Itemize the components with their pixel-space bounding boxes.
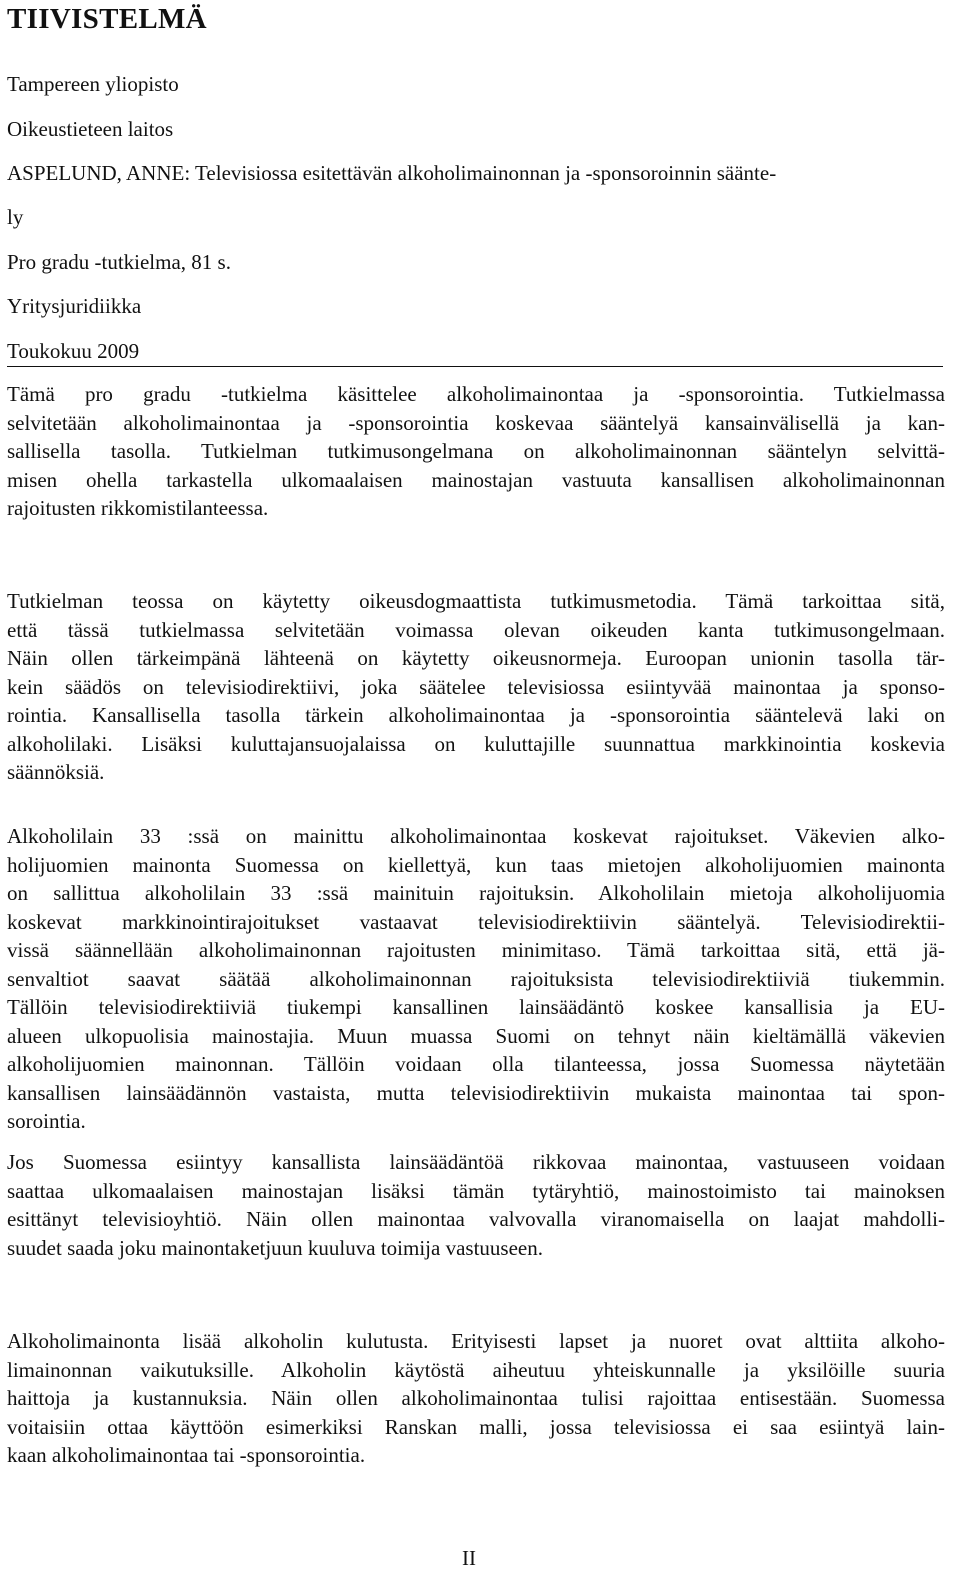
paragraph-line: koskevat markkinointirajoitukset vastaavat televisiodirektiivin sääntelyä. Televisiodirektii- (7, 909, 945, 934)
abstract-paragraph-1 (7, 380, 945, 523)
page-number: II (462, 1546, 476, 1570)
paragraph-line: Tämä pro gradu -tutkielma käsittelee alkoholimainontaa ja -sponsorointia. Tutkielmassa (7, 382, 945, 406)
paragraph-line: misen ohella tarkastella ulkomaalaisen mainostajan vastuuta kansallisen alkoholimainonnan (7, 467, 945, 492)
paragraph-line: Alkoholilain 33 :ssä on mainittu alkoholimainontaa koskevat rajoitukset. Väkevien alko- (7, 824, 945, 848)
paragraph-line: esittänyt televisioyhtiö. Näin ollen mainontaa valvovalla viranomaisella on laajat mahdolli- (7, 1207, 945, 1231)
author-and-title-line-2: ly (7, 205, 24, 229)
abstract-paragraph-4 (7, 1148, 945, 1262)
subject-field: Yritysjuridiikka (7, 294, 142, 318)
paragraph-line: haittoja ja kustannuksia. Näin ollen alkoholimainontaa tulisi rajoittaa entisestään. Suomessa (7, 1386, 945, 1410)
paragraph-line: kansallisen lainsäädännön vastaista, mutta televisiodirektiivin mukaista mainontaa tai spon- (7, 1080, 945, 1105)
paragraph-line: säännöksiä. (7, 760, 105, 784)
paragraph-line: rajoitusten rikkomistilanteessa. (7, 496, 269, 520)
paragraph-line: saattaa ulkomaalaisen mainostajan lisäksi tämän tytäryhtiö, mainostoimisto tai mainoksen (7, 1178, 945, 1203)
paragraph-line: Tutkielman teossa on käytetty oikeusdogmaattista tutkimusmetodia. Tämä tarkoittaa sitä, (7, 589, 945, 613)
abstract-paragraph-3 (7, 822, 945, 1136)
paragraph-line: rointia. Kansallisella tasolla tärkein alkoholimainontaa ja -sponsorointia sääntelevä laki on (7, 703, 945, 727)
paragraph-line: limainonnan vaikutuksille. Alkoholin käytöstä aiheutuu yhteiskunnalle ja yksilöille suuria (7, 1357, 945, 1382)
paragraph-line: Alkoholimainonta lisää alkoholin kulutusta. Erityisesti lapset ja nuoret ovat alttiita alkoho- (7, 1329, 945, 1353)
publication-date: Toukokuu 2009 (7, 339, 140, 363)
paragraph-line: suudet saada joku mainontaketjuun kuuluva toimija vastuuseen. (7, 1235, 543, 1260)
paragraph-line: sallisella tasolla. Tutkielman tutkimusongelmana on alkoholimainonnan sääntelyn selvittä- (7, 439, 945, 463)
paragraph-line: kein säädös on televisiodirektiivi, joka säätelee televisiossa esiintyvää mainontaa ja sponso- (7, 674, 945, 699)
document-title: TIIVISTELMÄ (7, 3, 207, 35)
paragraph-line: että tässä tutkielmassa selvitetään voimassa olevan oikeuden kanta tutkimusongelmaan. (7, 617, 945, 642)
horizontal-divider (7, 366, 943, 367)
paragraph-line: selvitetään alkoholimainontaa ja -sponsorointia koskevaa sääntelyä kansainvälisellä ja kan- (7, 410, 945, 435)
paragraph-line: holijuomien mainonta Suomessa on kiellettyä, kun taas mietojen alkoholijuomien mainonta (7, 852, 945, 877)
abstract-paragraph-5 (7, 1327, 945, 1470)
paragraph-line: senvaltiot saavat säätää alkoholimainonnan rajoituksista televisiodirektiiviä tiukemmin. (7, 966, 945, 991)
university-name: Tampereen yliopisto (7, 72, 179, 96)
paragraph-line: alkoholilaki. Lisäksi kuluttajansuojalaissa on kuluttajille suunnattua markkinointia koskevia (7, 731, 945, 756)
paragraph-line: alkoholijuomien mainonnan. Tällöin voidaan olla tilanteessa, jossa Suomessa näytetään (7, 1052, 945, 1076)
paragraph-line: Näin ollen tärkeimpänä lähteenä on käytetty oikeusnormeja. Euroopan unionin tasolla tär- (7, 646, 945, 670)
paragraph-line: voitaisiin ottaa käyttöön esimerkiksi Ranskan malli, jossa televisiossa ei saa esiintyä lain- (7, 1414, 945, 1439)
thesis-info: Pro gradu -tutkielma, 81 s. (7, 250, 231, 274)
paragraph-line: Tällöin televisiodirektiiviä tiukempi kansallinen lainsäädäntö koskee kansallisia ja EU- (7, 995, 945, 1019)
author-and-title-line-1: ASPELUND, ANNE: Televisiossa esitettävän alkoholimainonnan ja -sponsoroinnin säänte- (7, 161, 777, 185)
abstract-paragraph-2 (7, 587, 945, 787)
paragraph-line: Jos Suomessa esiintyy kansallista lainsäädäntöä rikkovaa mainontaa, vastuuseen voidaan (7, 1150, 945, 1174)
department-name: Oikeustieteen laitos (7, 117, 174, 141)
paragraph-line: alueen ulkopuolisia mainostajia. Muun muassa Suomi on tehnyt näin kieltämällä väkevien (7, 1023, 945, 1048)
paragraph-line: sorointia. (7, 1109, 86, 1133)
paragraph-line: vissä säännellään alkoholimainonnan rajoitusten minimitaso. Tämä tarkoittaa sitä, että jä- (7, 938, 945, 962)
paragraph-line: on sallittua alkoholilain 33 :ssä mainituin rajoituksin. Alkoholilain mietoja alkoholijuomia (7, 881, 945, 905)
paragraph-line: kaan alkoholimainontaa tai -sponsorointia. (7, 1443, 366, 1467)
